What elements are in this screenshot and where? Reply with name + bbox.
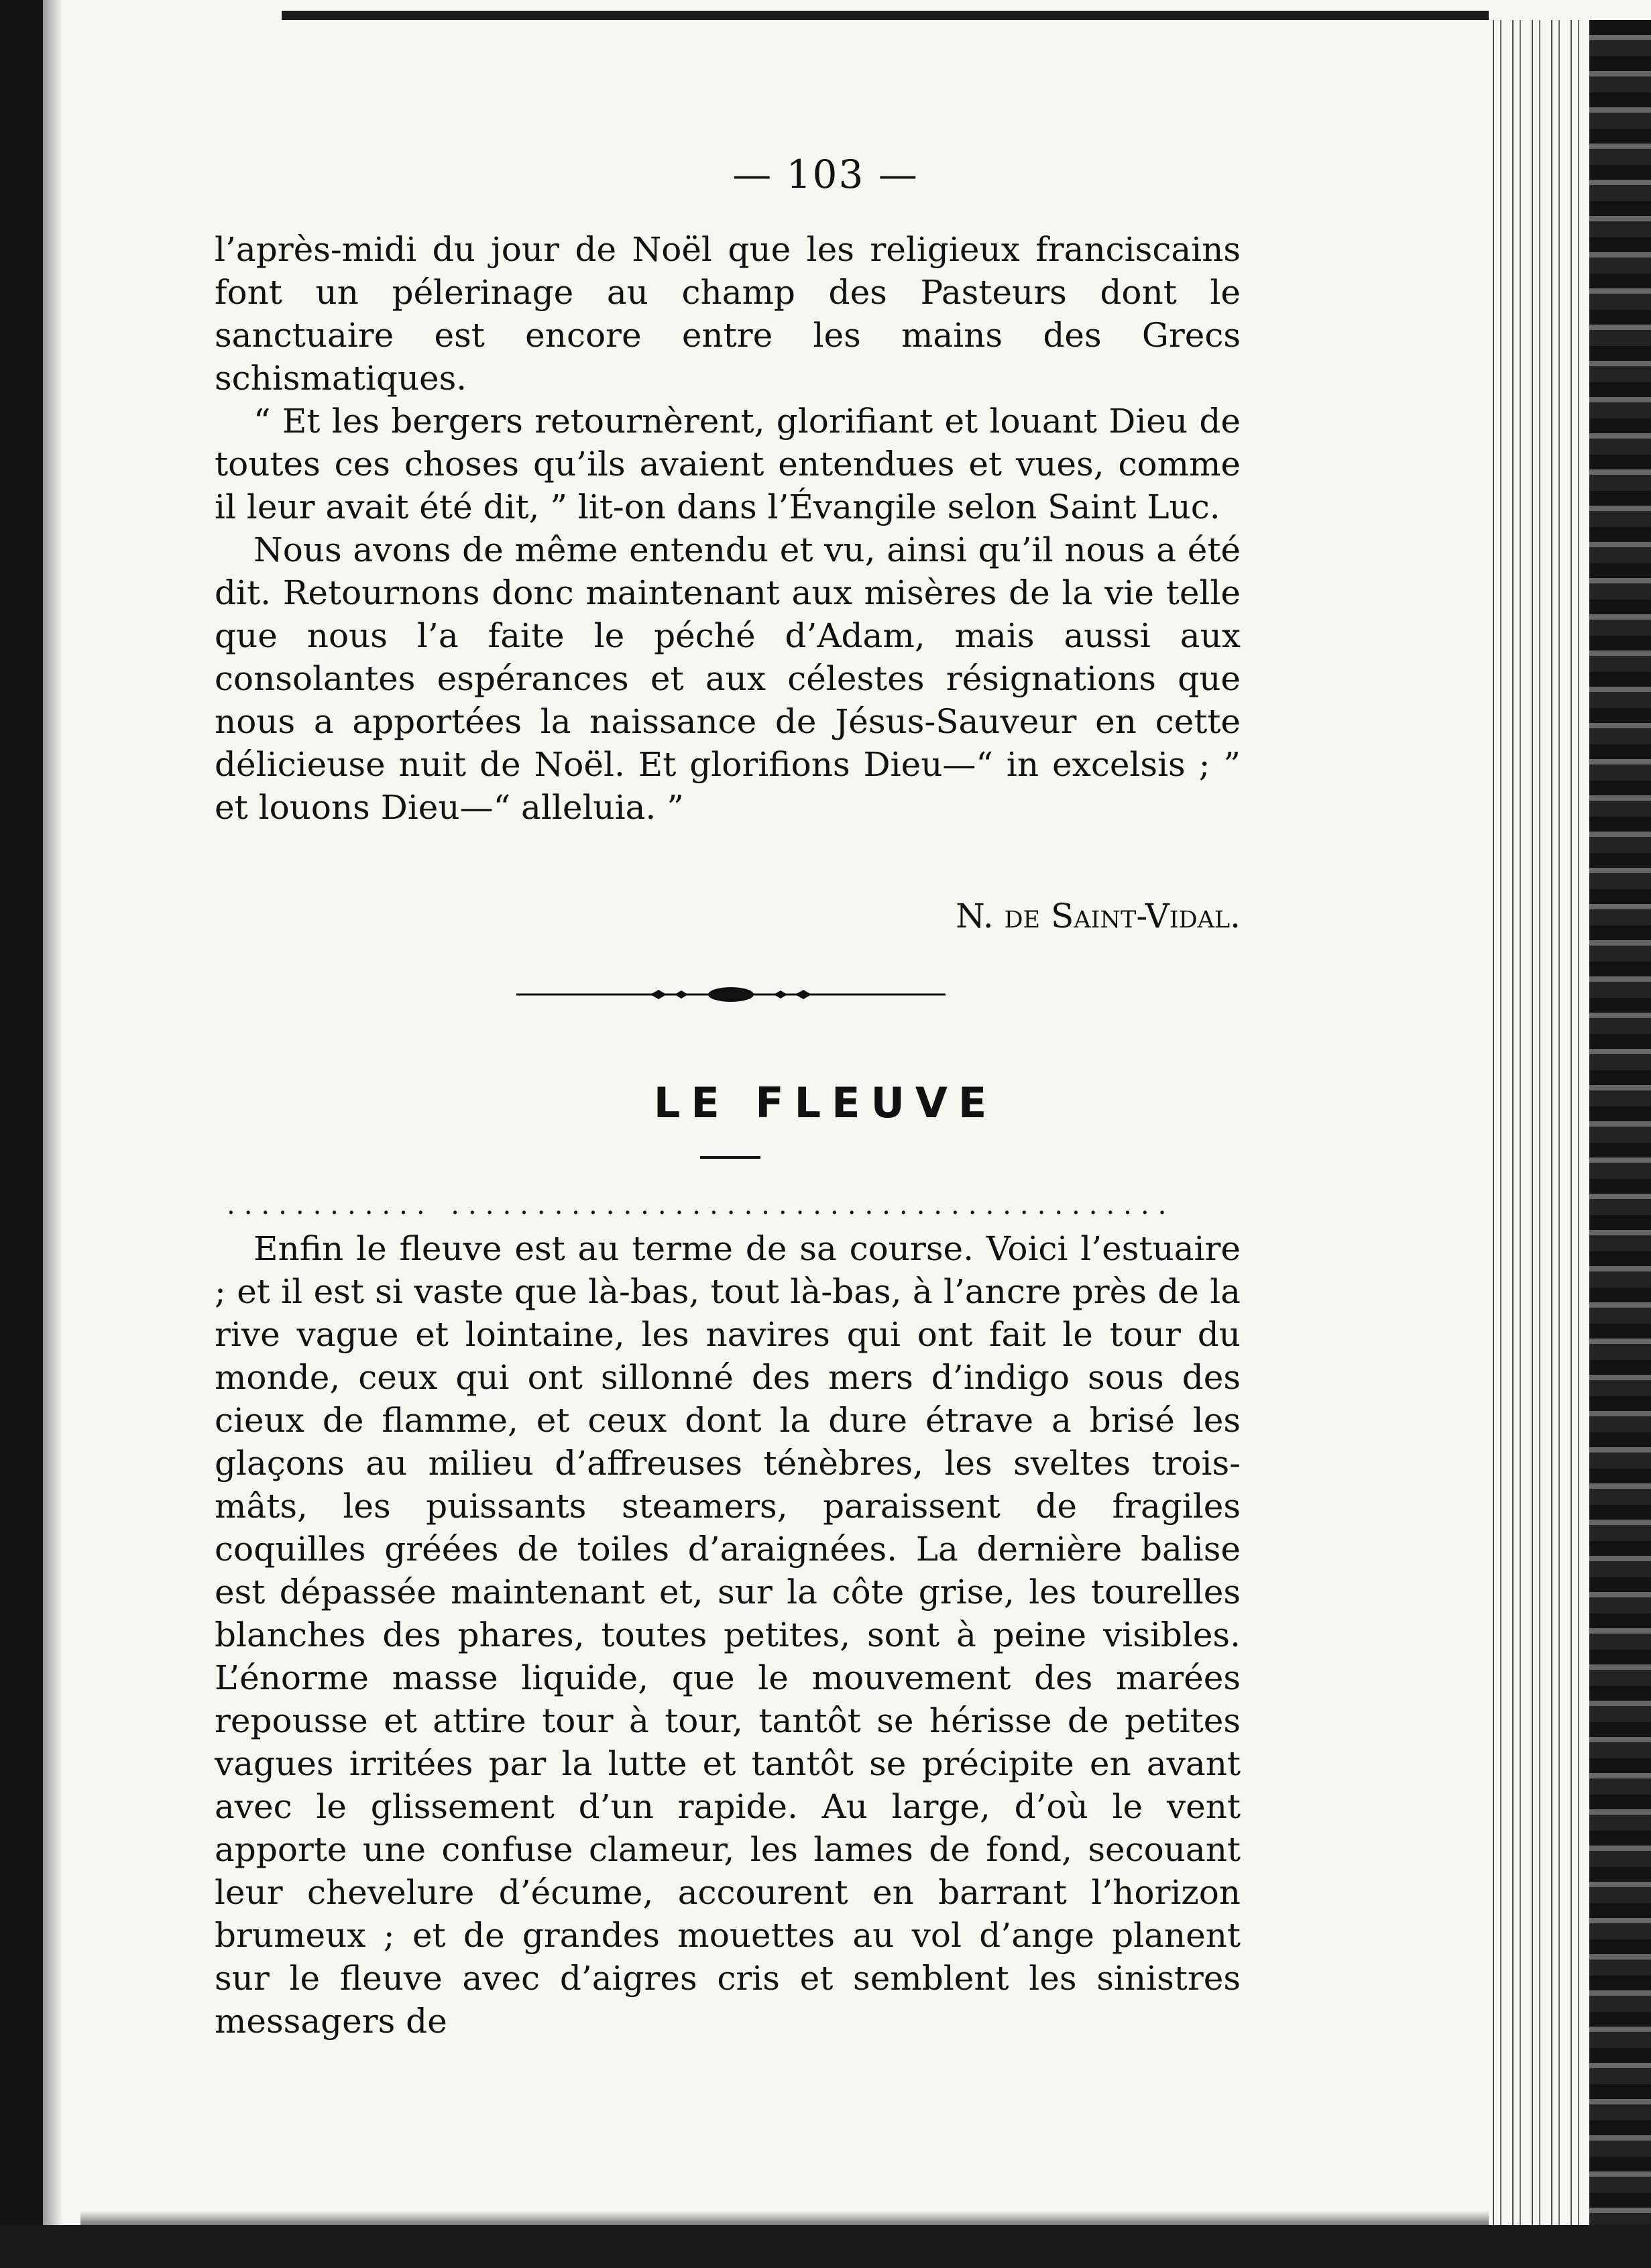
article-title: LE FLEUVE (653, 1078, 998, 1127)
article-body (215, 1227, 1241, 2043)
scan-edge-top (282, 11, 1489, 20)
paragraph: Nous avons de même entendu et vu, ainsi qu’il nous a été dit. Retournons donc maintenant aux misères de la vie telle que nous l’a faite le péché d’Adam, mais aussi aux consolantes espérances et aux célestes résignations que nous a apportées la naissance de Jésus-Sauveur en cette délicieuse nuit de Noël. Et glorifions Dieu—“ in excelsis ; ” et louons Dieu—“ alleluia. ” (215, 530, 1241, 827)
title-rule (700, 1156, 760, 1159)
scan-edge-left (0, 0, 43, 2268)
paragraph: “ Et les bergers retournèrent, glorifiant et louant Dieu de toutes ces choses qu’ils avaient entendues et vues, comme il leur avait été dit, ” lit-on dans l’Évangile selon Saint Luc. (215, 402, 1241, 526)
author-signature: N. de Saint-Vidal. (956, 897, 1241, 935)
paragraph: Enfin le fleuve est au terme de sa course. Voici l’estuaire ; et il est si vaste que là-bas, tout là-bas, à l’ancre près de la rive vague et lointaine, les navires qui ont fait le tour du monde, ceux qui ont sillonné des mers d’indigo sous des cieux de flamme, et ceux dont la dure étrave a brisé les glaçons au milieu d’affreuses ténèbres, les sveltes trois-mâts, les puissants steamers, paraissent de fragiles coquilles gréées de toiles d’araignées. La dernière balise est dépassée maintenant et, sur la côte grise, les tourelles blanches des phares, toutes petites, sont à peine visibles. L’énorme masse liquide, que le mouvement des marées repousse et attire tour à tour, tantôt se hérisse de petites vagues irritées par la lutte et tantôt se précipite en avant avec le glissement d’un rapide. Au large, d’où le vent apporte une confuse clameur, les lames de fond, secouant leur chevelure d’écume, accourent en barrant l’horizon brumeux ; et de grandes mouettes au vol d’ange planent sur le fleuve avec d’aigres cris et semblent les sinistres messagers de (215, 1229, 1241, 2041)
paragraph: l’après-midi du jour de Noël que les religieux franciscains font un pélerinage au champ des Pasteurs dont le sanctuaire est encore entre les mains des Grecs schismatiques. (215, 230, 1241, 398)
page-number: — 103 — (732, 152, 919, 197)
ellipsis-row: ............ .......................................... (227, 1190, 1176, 1221)
scan-edge-bottom (0, 2225, 1651, 2268)
scan-edge-bottom-shadow (80, 2210, 1489, 2225)
first-text-block (215, 228, 1241, 829)
section-ornament (516, 984, 946, 1005)
scan-edge-left-shadow (43, 0, 63, 2268)
